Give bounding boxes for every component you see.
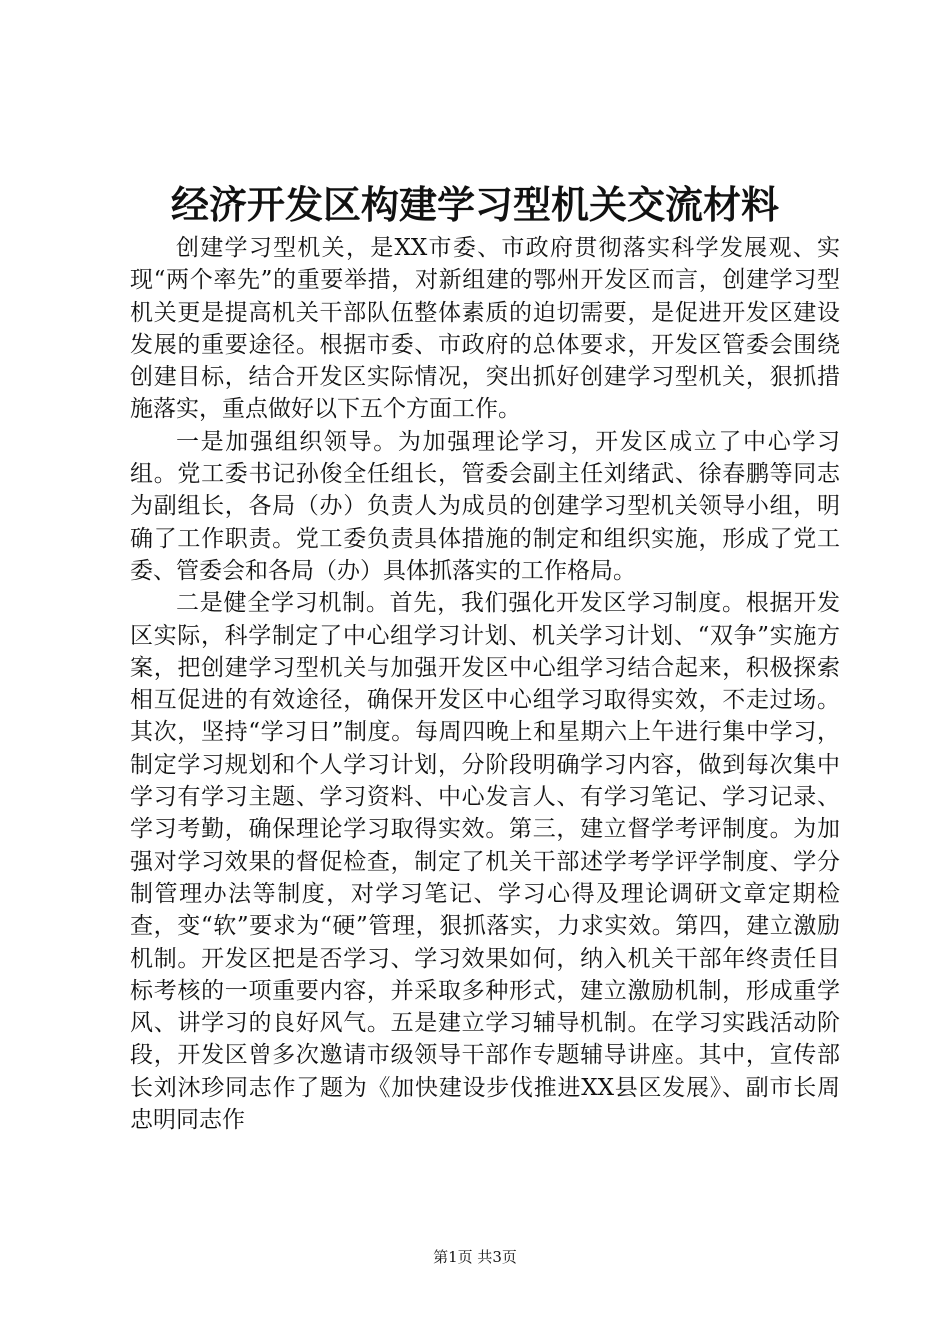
paragraph-organization: 一是加强组织领导。为加强理论学习，开发区成立了中心学习组。党工委书记孙俊全任组长，管委会副主任刘绪武、徐春鹏等同志为副组长，各局（办）负责人为成员的创建学习型机关领导小组，明确了工作职责。党工委负责具体措施的制定和组织实施，形成了党工委、管委会和各局（办）具体抓落实的工作格局。 [130, 428, 840, 584]
paragraph-mechanism: 二是健全学习机制。首先，我们强化开发区学习制度。根据开发区实际，科学制定了中心组学习计划、机关学习计划、“双争”实施方案，把创建学习型机关与加强开发区中心组学习结合起来，积极探索相互促进的有效途径，确保开发区中心组学习取得实效，不走过场。其次，坚持“学习日”制度。每周四晚上和星期六上午进行集中学习，制定学习规划和个人学习计划，分阶段明确学习内容，做到每次集中学习有学习主题、学习资料、中心发言人、有学习笔记、学习记录、学习考勤，确保理论学习取得实效。第三，建立督学考评制度。为加强对学习效果的督促检查，制定了机关干部述学考学评学制度、学分制管理办法等制度，对学习笔记、学习心得及理论调研文章定期检查，变“软”要求为“硬”管理，狠抓落实，力求实效。第四，建立激励机制。开发区把是否学习、学习效果如何，纳入机关干部年终责任目标考核的一项重要内容，并采取多种形式，建立激励机制，形成重学风、讲学习的良好风气。五是建立学习辅导机制。在学习实践活动阶段，开发区曾多次邀请市级领导干部作专题辅导讲座。其中，宣传部长刘沐珍同志作了题为《加快建设步伐推进XX县区发展》、副市长周忠明同志作 [130, 590, 840, 1134]
document-title: 经济开发区构建学习型机关交流材料 [170, 183, 779, 227]
page-number-footer: 第1页 共3页 [433, 1248, 517, 1266]
paragraph-intro: 创建学习型机关，是XX市委、市政府贯彻落实科学发展观、实现“两个率先”的重要举措，对新组建的鄂州开发区而言，创建学习型机关更是提高机关干部队伍整体素质的迫切需要，是促进开发区建设发展的重要途径。根据市委、市政府的总体要求，开发区管委会围绕创建目标，结合开发区实际情况，突出抓好创建学习型机关，狠抓措施落实，重点做好以下五个方面工作。 [130, 235, 840, 423]
document-body [130, 232, 840, 1136]
